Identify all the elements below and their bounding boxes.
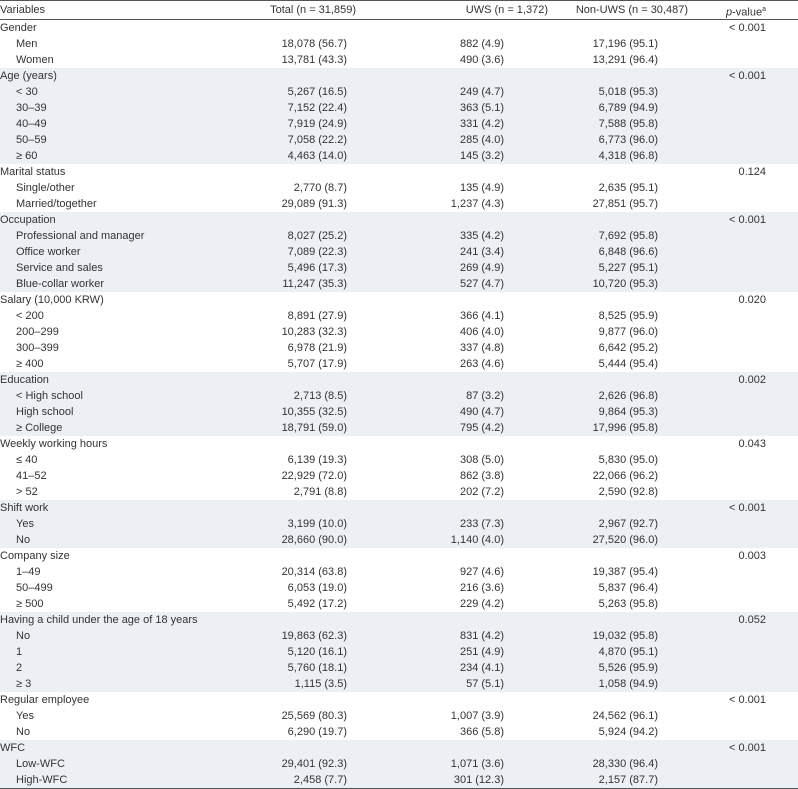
total-cell: 5,760 (18.1) [287, 662, 347, 674]
non-uws-cell: 2,635 (95.1) [598, 182, 658, 194]
table-row [0, 404, 798, 420]
group-row [0, 740, 798, 756]
header-variables: Variables [0, 4, 46, 16]
table-row [0, 308, 798, 324]
row-label: 1 [16, 646, 23, 658]
group-label: Regular employee [0, 694, 90, 706]
group-label: Shift work [0, 502, 49, 514]
total-cell: 29,089 (91.3) [281, 198, 347, 210]
total-cell: 19,863 (62.3) [281, 630, 347, 642]
non-uws-cell: 5,018 (95.3) [598, 86, 658, 98]
row-label: Blue-collar worker [16, 278, 105, 290]
row-label: < High school [16, 390, 83, 402]
table-row [0, 564, 798, 580]
uws-cell: 233 (7.3) [459, 518, 504, 530]
total-cell: 7,919 (24.9) [287, 118, 347, 130]
uws-cell: 337 (4.8) [459, 342, 504, 354]
uws-cell: 285 (4.0) [459, 134, 504, 146]
non-uws-cell: 5,830 (95.0) [598, 454, 658, 466]
table-row [0, 84, 798, 100]
non-uws-cell: 1,058 (94.9) [598, 678, 658, 690]
total-cell: 25,569 (80.3) [281, 710, 347, 722]
non-uws-cell: 5,444 (95.4) [598, 358, 658, 370]
uws-cell: 490 (4.7) [459, 406, 504, 418]
non-uws-cell: 9,877 (96.0) [598, 326, 658, 338]
uws-cell: 251 (4.9) [459, 646, 504, 658]
non-uws-cell: 5,924 (94.2) [598, 726, 658, 738]
non-uws-cell: 28,330 (96.4) [592, 758, 658, 770]
table-row [0, 36, 798, 52]
group-label: Marital status [0, 166, 66, 178]
row-label: 2 [16, 662, 23, 674]
group-row [0, 164, 798, 180]
total-cell: 4,463 (14.0) [287, 150, 347, 162]
uws-cell: 363 (5.1) [459, 102, 504, 114]
non-uws-cell: 10,720 (95.3) [592, 278, 658, 290]
table-row [0, 148, 798, 164]
group-label: Weekly working hours [0, 438, 108, 450]
total-cell: 7,152 (22.4) [287, 102, 347, 114]
row-label: No [16, 630, 31, 642]
p-value: < 0.001 [728, 742, 766, 754]
p-value: < 0.001 [728, 694, 766, 706]
row-label: 50–499 [16, 582, 53, 594]
non-uws-cell: 5,263 (95.8) [598, 598, 658, 610]
group-label: Company size [0, 550, 70, 562]
total-cell: 7,089 (22.3) [287, 246, 347, 258]
group-row [0, 548, 798, 564]
non-uws-cell: 17,996 (95.8) [592, 422, 658, 434]
total-cell: 20,314 (63.8) [281, 566, 347, 578]
total-cell: 13,781 (43.3) [281, 54, 347, 66]
non-uws-cell: 6,848 (96.6) [598, 246, 658, 258]
total-cell: 5,492 (17.2) [287, 598, 347, 610]
total-cell: 5,496 (17.3) [287, 262, 347, 274]
row-label: ≥ 400 [16, 358, 44, 370]
p-value: < 0.001 [728, 214, 766, 226]
header-p-sup: a [762, 6, 766, 13]
non-uws-cell: 5,227 (95.1) [598, 262, 658, 274]
group-row [0, 292, 798, 308]
table-row [0, 180, 798, 196]
non-uws-cell: 4,870 (95.1) [598, 646, 658, 658]
uws-cell: 882 (4.9) [459, 38, 504, 50]
row-label: ≥ 500 [16, 598, 44, 610]
group-label: Education [0, 374, 49, 386]
table-body [0, 20, 798, 788]
row-label: ≥ College [16, 422, 63, 434]
uws-cell: 87 (3.2) [466, 390, 504, 402]
p-value: 0.124 [738, 166, 766, 178]
group-row [0, 372, 798, 388]
table-row [0, 452, 798, 468]
uws-cell: 263 (4.6) [459, 358, 504, 370]
group-label: Occupation [0, 214, 56, 226]
non-uws-cell: 6,773 (96.0) [598, 134, 658, 146]
total-cell: 8,891 (27.9) [287, 310, 347, 322]
total-cell: 29,401 (92.3) [281, 758, 347, 770]
table-row [0, 420, 798, 436]
total-cell: 18,078 (56.7) [281, 38, 347, 50]
p-value: 0.052 [738, 614, 766, 626]
total-cell: 5,120 (16.1) [287, 646, 347, 658]
uws-cell: 795 (4.2) [459, 422, 504, 434]
row-label: < 30 [16, 86, 38, 98]
group-label: Having a child under the age of 18 years [0, 614, 198, 626]
non-uws-cell: 5,526 (95.9) [598, 662, 658, 674]
group-row [0, 436, 798, 452]
row-label: High school [16, 406, 74, 418]
table-row [0, 196, 798, 212]
non-uws-cell: 7,588 (95.8) [598, 118, 658, 130]
table-row [0, 676, 798, 692]
row-label: 300–399 [16, 342, 59, 354]
table-row [0, 324, 798, 340]
non-uws-cell: 5,837 (96.4) [598, 582, 658, 594]
non-uws-cell: 2,967 (92.7) [598, 518, 658, 530]
p-value: 0.003 [738, 550, 766, 562]
table-row [0, 468, 798, 484]
table-row [0, 644, 798, 660]
row-label: High-WFC [16, 774, 68, 786]
row-label: Married/together [16, 198, 97, 210]
uws-cell: 335 (4.2) [459, 230, 504, 242]
total-cell: 6,978 (21.9) [287, 342, 347, 354]
uws-cell: 249 (4.7) [459, 86, 504, 98]
row-label: 40–49 [16, 118, 47, 130]
group-label: Gender [0, 22, 37, 34]
group-label: Age (years) [0, 70, 57, 82]
uws-cell: 406 (4.0) [459, 326, 504, 338]
uws-cell: 216 (3.6) [459, 582, 504, 594]
row-label: Single/other [16, 182, 75, 194]
non-uws-cell: 13,291 (96.4) [592, 54, 658, 66]
non-uws-cell: 27,851 (95.7) [592, 198, 658, 210]
total-cell: 10,283 (32.3) [281, 326, 347, 338]
p-value: < 0.001 [728, 22, 766, 34]
total-cell: 22,929 (72.0) [281, 470, 347, 482]
header-uws: UWS (n = 1,372) [465, 4, 548, 16]
row-label: 50–59 [16, 134, 47, 146]
total-cell: 3,199 (10.0) [287, 518, 347, 530]
table-row [0, 340, 798, 356]
uws-cell: 1,140 (4.0) [450, 534, 504, 546]
table-row [0, 708, 798, 724]
uws-cell: 57 (5.1) [466, 678, 504, 690]
table-row [0, 596, 798, 612]
non-uws-cell: 9,864 (95.3) [598, 406, 658, 418]
total-cell: 10,355 (32.5) [281, 406, 347, 418]
non-uws-cell: 17,196 (95.1) [592, 38, 658, 50]
uws-cell: 366 (5.8) [459, 726, 504, 738]
table-row [0, 484, 798, 500]
row-label: < 200 [16, 310, 44, 322]
table-row [0, 244, 798, 260]
p-value: 0.002 [738, 374, 766, 386]
uws-cell: 831 (4.2) [459, 630, 504, 642]
total-cell: 1,115 (3.5) [294, 678, 347, 690]
table-row [0, 100, 798, 116]
row-label: > 52 [16, 486, 38, 498]
row-label: No [16, 726, 31, 738]
row-label: Professional and manager [16, 230, 145, 242]
table-row [0, 516, 798, 532]
group-row [0, 68, 798, 84]
row-label: 30–39 [16, 102, 47, 114]
table-header [0, 0, 798, 20]
total-cell: 28,660 (90.0) [281, 534, 347, 546]
non-uws-cell: 24,562 (96.1) [592, 710, 658, 722]
uws-cell: 202 (7.2) [459, 486, 504, 498]
total-cell: 2,458 (7.7) [293, 774, 347, 786]
non-uws-cell: 2,157 (87.7) [598, 774, 658, 786]
table-row [0, 660, 798, 676]
p-value: < 0.001 [728, 70, 766, 82]
header-p-italic: p [726, 6, 733, 19]
group-row [0, 500, 798, 516]
table-row [0, 580, 798, 596]
p-value: < 0.001 [728, 502, 766, 514]
row-label: ≥ 3 [16, 678, 32, 690]
uws-cell: 135 (4.9) [459, 182, 504, 194]
total-cell: 6,139 (19.3) [287, 454, 347, 466]
uws-cell: 331 (4.2) [459, 118, 504, 130]
uws-cell: 927 (4.6) [459, 566, 504, 578]
uws-cell: 366 (4.1) [459, 310, 504, 322]
non-uws-cell: 22,066 (96.2) [592, 470, 658, 482]
total-cell: 5,707 (17.9) [287, 358, 347, 370]
p-value: 0.020 [738, 294, 766, 306]
group-label: Salary (10,000 KRW) [0, 294, 104, 306]
row-label: Yes [16, 518, 34, 530]
table-row [0, 388, 798, 404]
non-uws-cell: 4,318 (96.8) [598, 150, 658, 162]
uws-cell: 862 (3.8) [459, 470, 504, 482]
header-total: Total (n = 31,859) [270, 4, 356, 16]
table-row [0, 276, 798, 292]
row-label: Women [16, 54, 54, 66]
uws-cell: 241 (3.4) [459, 246, 504, 258]
total-cell: 2,770 (8.7) [293, 182, 347, 194]
group-row [0, 212, 798, 228]
total-cell: 11,247 (35.3) [282, 278, 347, 290]
table-row [0, 132, 798, 148]
non-uws-cell: 2,626 (96.8) [598, 390, 658, 402]
uws-cell: 1,237 (4.3) [450, 198, 504, 210]
uws-cell: 308 (5.0) [459, 454, 504, 466]
header-p-value [726, 1, 766, 22]
uws-cell: 145 (3.2) [459, 150, 504, 162]
table-row [0, 52, 798, 68]
table-row [0, 116, 798, 132]
table-row [0, 260, 798, 276]
row-label: ≥ 60 [16, 150, 38, 162]
p-value: 0.043 [738, 438, 766, 450]
non-uws-cell: 7,692 (95.8) [598, 230, 658, 242]
total-cell: 7,058 (22.2) [287, 134, 347, 146]
row-label: Service and sales [16, 262, 103, 274]
row-label: ≤ 40 [16, 454, 38, 466]
row-label: Yes [16, 710, 34, 722]
group-label: WFC [0, 742, 26, 754]
uws-cell: 490 (3.6) [459, 54, 504, 66]
total-cell: 5,267 (16.5) [287, 86, 347, 98]
row-label: No [16, 534, 31, 546]
non-uws-cell: 19,032 (95.8) [592, 630, 658, 642]
uws-cell: 229 (4.2) [459, 598, 504, 610]
group-row [0, 692, 798, 708]
uws-cell: 269 (4.9) [459, 262, 504, 274]
non-uws-cell: 19,387 (95.4) [592, 566, 658, 578]
group-row [0, 20, 798, 36]
non-uws-cell: 8,525 (95.9) [598, 310, 658, 322]
non-uws-cell: 6,789 (94.9) [598, 102, 658, 114]
table-row [0, 532, 798, 548]
non-uws-cell: 27,520 (96.0) [592, 534, 658, 546]
row-label: Low-WFC [16, 758, 65, 770]
total-cell: 6,053 (19.0) [287, 582, 347, 594]
total-cell: 2,713 (8.5) [293, 390, 347, 402]
table-row [0, 772, 798, 788]
total-cell: 8,027 (25.2) [287, 230, 347, 242]
table-row [0, 228, 798, 244]
row-label: Men [16, 38, 38, 50]
uws-cell: 234 (4.1) [459, 662, 504, 674]
group-row [0, 612, 798, 628]
uws-cell: 1,071 (3.6) [450, 758, 504, 770]
table-row [0, 628, 798, 644]
total-cell: 6,290 (19.7) [287, 726, 347, 738]
non-uws-cell: 2,590 (92.8) [598, 486, 658, 498]
row-label: 200–299 [16, 326, 59, 338]
row-label: Office worker [16, 246, 81, 258]
total-cell: 2,791 (8.8) [293, 486, 347, 498]
uws-cell: 1,007 (3.9) [450, 710, 504, 722]
total-cell: 18,791 (59.0) [281, 422, 347, 434]
table-row [0, 756, 798, 772]
header-p-rest: -value [732, 6, 763, 19]
non-uws-cell: 6,642 (95.2) [598, 342, 658, 354]
uws-cell: 527 (4.7) [459, 278, 504, 290]
uws-cell: 301 (12.3) [453, 774, 504, 786]
table-row [0, 356, 798, 372]
row-label: 1–49 [16, 566, 41, 578]
header-non-uws: Non-UWS (n = 30,487) [575, 4, 688, 16]
row-label: 41–52 [16, 470, 47, 482]
table-row [0, 724, 798, 740]
